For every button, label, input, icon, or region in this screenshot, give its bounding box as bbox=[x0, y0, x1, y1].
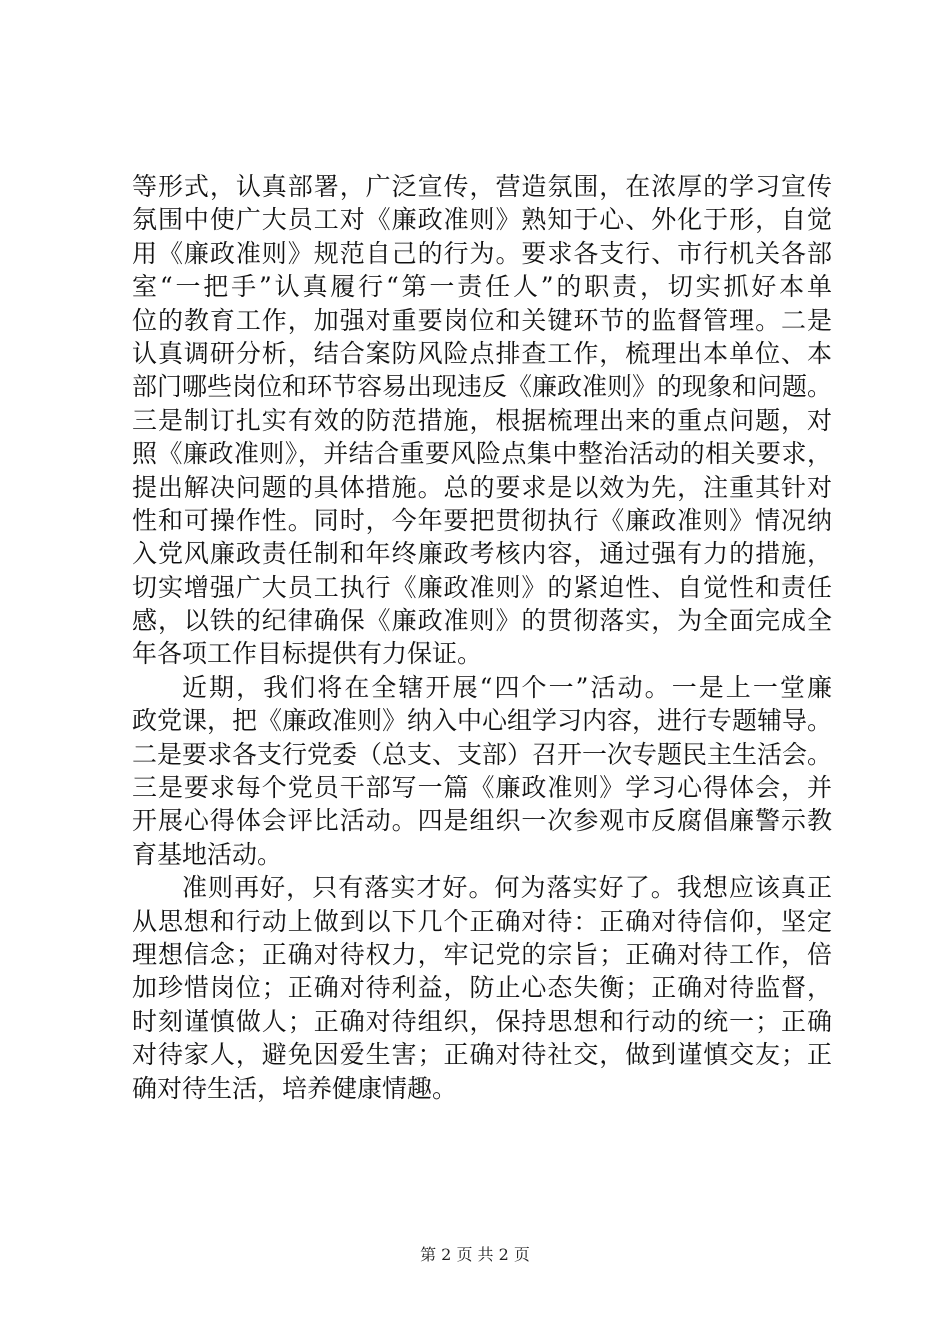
text-line: 切实增强广大员工执行《廉政准则》的紧迫性、自觉性和责任 bbox=[132, 572, 832, 602]
text-line: 近期，我们将在全辖开展“四个一”活动。一是上一堂廉 bbox=[182, 672, 832, 702]
text-line: 提出解决问题的具体措施。总的要求是以效为先，注重其针对 bbox=[132, 472, 832, 502]
text-line: 理想信念；正确对待权力，牢记党的宗旨；正确对待工作，倍 bbox=[132, 939, 832, 969]
text-line: 部门哪些岗位和环节容易出现违反《廉政准则》的现象和问题。 bbox=[132, 372, 833, 402]
text-line: 等形式，认真部署，广泛宣传，营造氛围，在浓厚的学习宣传 bbox=[132, 172, 832, 201]
text-line: 二是要求各支行党委（总支、支部）召开一次专题民主生活会。 bbox=[132, 739, 833, 769]
text-line: 政党课，把《廉政准则》纳入中心组学习内容，进行专题辅导。 bbox=[132, 706, 833, 736]
text-line: 从思想和行动上做到以下几个正确对待：正确对待信仰，坚定 bbox=[132, 906, 832, 936]
text-line: 加珍惜岗位；正确对待利益，防止心态失衡；正确对待监督， bbox=[132, 973, 832, 1003]
text-line: 年各项工作目标提供有力保证。 bbox=[132, 639, 483, 669]
text-line: 室“一把手”认真履行“第一责任人”的职责，切实抓好本单 bbox=[132, 272, 832, 302]
text-line: 开展心得体会评比活动。四是组织一次参观市反腐倡廉警示教 bbox=[132, 806, 832, 836]
page-number-footer: 第 2 页 共 2 页 bbox=[420, 1245, 530, 1264]
text-line: 育基地活动。 bbox=[132, 839, 283, 869]
text-line: 用《廉政准则》规范自己的行为。要求各支行、市行机关各部 bbox=[132, 238, 832, 268]
text-line: 认真调研分析，结合案防风险点排查工作，梳理出本单位、本 bbox=[132, 338, 832, 368]
text-line: 照《廉政准则》，并结合重要风险点集中整治活动的相关要求， bbox=[132, 439, 832, 469]
text-line: 氛围中使广大员工对《廉政准则》熟知于心、外化于形，自觉 bbox=[132, 205, 832, 235]
text-line: 三是制订扎实有效的防范措施，根据梳理出来的重点问题，对 bbox=[132, 405, 832, 435]
text-line: 性和可操作性。同时，今年要把贯彻执行《廉政准则》情况纳 bbox=[132, 505, 832, 535]
text-line: 感，以铁的纪律确保《廉政准则》的贯彻落实，为全面完成全 bbox=[132, 606, 832, 636]
text-line: 入党风廉政责任制和年终廉政考核内容，通过强有力的措施， bbox=[132, 539, 832, 569]
document-body bbox=[132, 170, 832, 1105]
text-line: 三是要求每个党员干部写一篇《廉政准则》学习心得体会，并 bbox=[132, 773, 832, 803]
text-line: 准则再好，只有落实才好。何为落实好了。我想应该真正 bbox=[182, 873, 832, 903]
text-line: 位的教育工作，加强对重要岗位和关键环节的监督管理。二是 bbox=[132, 305, 832, 335]
text-line: 确对待生活，培养健康情趣。 bbox=[132, 1073, 458, 1103]
text-line: 时刻谨慎做人；正确对待组织，保持思想和行动的统一；正确 bbox=[132, 1006, 832, 1036]
text-line: 对待家人，避免因爱生害；正确对待社交，做到谨慎交友；正 bbox=[132, 1040, 832, 1070]
